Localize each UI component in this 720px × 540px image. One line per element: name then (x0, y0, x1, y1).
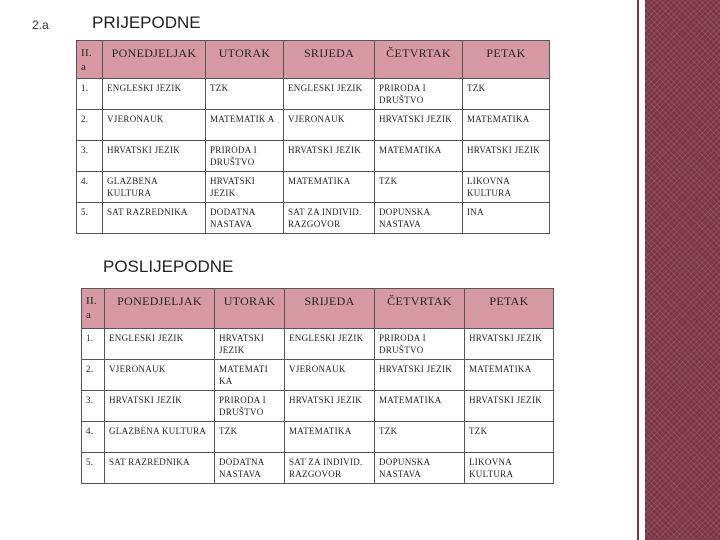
header-cell-class: II. a (82, 289, 105, 329)
table-row (77, 79, 550, 110)
afternoon-schedule-table (81, 288, 554, 484)
morning-heading: PRIJEPODNE (92, 13, 201, 32)
table-row (82, 360, 554, 391)
period-number: 4. (77, 172, 103, 203)
period-number: 2. (82, 360, 105, 391)
table-cell: MATEMATIKA (375, 391, 465, 422)
table-cell: HRVATSKI JEZIK (284, 141, 375, 172)
table-cell: MATEMATI KA (215, 360, 285, 391)
period-number: 1. (82, 329, 105, 360)
table-cell: HRVATSKI JEZIK (206, 172, 284, 203)
period-number: 5. (82, 453, 105, 484)
table-cell: HRVATSKI JEZIK (465, 391, 554, 422)
table-cell: SAT RAZREDNIKA (103, 203, 206, 234)
table-cell: PRIRODA I DRUŠTVO (375, 329, 465, 360)
table-cell: GLAZBENA KULTURA (103, 172, 206, 203)
period-number: 5. (77, 203, 103, 234)
table-cell: VJERONAUK (284, 110, 375, 141)
table-cell: PRIRODA I DRUŠTVO (206, 141, 284, 172)
table-row (82, 453, 554, 484)
table-cell: VJERONAUK (285, 360, 375, 391)
header-cell-wednesday: SRIJEDA (285, 289, 375, 329)
table-cell: TZK (375, 172, 463, 203)
table-cell: ENGLESKI JEZIK (105, 329, 215, 360)
table-cell: HRVATSKI JEZIK (105, 391, 215, 422)
table-cell: SAT ZA INDIVID. RAZGOVOR (284, 203, 375, 234)
header-cell-thursday: ČETVRTAK (375, 41, 463, 79)
table-cell: SAT RAZREDNIKA (105, 453, 215, 484)
header-cell-friday: PETAK (465, 289, 554, 329)
table-cell: HRVATSKI JEZIK (375, 360, 465, 391)
table-cell: MATEMATIK A (206, 110, 284, 141)
table-cell: MATEMATIKA (463, 110, 550, 141)
header-cell-monday: PONEDJELJAK (105, 289, 215, 329)
table-row (77, 203, 550, 234)
period-number: 3. (82, 391, 105, 422)
table-header-row (82, 289, 554, 329)
table-cell: TZK (463, 79, 550, 110)
table-cell: HRVATSKI JEZIK (463, 141, 550, 172)
table-row (77, 110, 550, 141)
table-cell: LIKOVNA KULTURA (463, 172, 550, 203)
table-header-row (77, 41, 550, 79)
table-cell: MATEMATIKA (284, 172, 375, 203)
side-divider-line (637, 0, 639, 540)
header-cell-friday: PETAK (463, 41, 550, 79)
header-cell-thursday: ČETVRTAK (375, 289, 465, 329)
class-label: 2.a (32, 18, 49, 32)
table-row (77, 141, 550, 172)
table-cell: PRIRODA I DRUŠTVO (375, 79, 463, 110)
afternoon-heading: POSLIJEPODNE (103, 257, 234, 276)
period-number: 2. (77, 110, 103, 141)
table-cell: ENGLESKI JEZIK (285, 329, 375, 360)
table-cell: DODATNA NASTAVA (215, 453, 285, 484)
period-number: 4. (82, 422, 105, 453)
decorative-side-panel (645, 0, 720, 540)
table-cell: TZK (375, 422, 465, 453)
table-cell: DODATNA NASTAVA (206, 203, 284, 234)
table-cell: INA (463, 203, 550, 234)
header-cell-class: II. a (77, 41, 103, 79)
table-cell: GLAZBENA KULTURA (105, 422, 215, 453)
table-cell: MATEMATIKA (465, 360, 554, 391)
table-cell: TZK (465, 422, 554, 453)
table-cell: DOPUNSKA NASTAVA (375, 203, 463, 234)
header-cell-tuesday: UTORAK (206, 41, 284, 79)
table-cell: HRVATSKI JEZIK (103, 141, 206, 172)
table-row (82, 422, 554, 453)
period-number: 3. (77, 141, 103, 172)
morning-schedule-table (76, 40, 550, 234)
table-cell: HRVATSKI JEZIK (285, 391, 375, 422)
table-cell: TZK (215, 422, 285, 453)
table-cell: SAT ZA INDIVID. RAZGOVOR (285, 453, 375, 484)
header-cell-monday: PONEDJELJAK (103, 41, 206, 79)
table-cell: ENGLESKI JEZIK (284, 79, 375, 110)
table-cell: ENGLESKI JEZIK (103, 79, 206, 110)
header-cell-wednesday: SRIJEDA (284, 41, 375, 79)
table-cell: HRVATSKI JEZIK (375, 110, 463, 141)
table-cell: VJERONAUK (105, 360, 215, 391)
table-cell: HRVATSKI JEZIK (215, 329, 285, 360)
table-cell: MATEMATIKA (375, 141, 463, 172)
table-cell: PRIRODA I DRUŠTVO (215, 391, 285, 422)
table-row (82, 329, 554, 360)
table-row (77, 172, 550, 203)
table-cell: MATEMATIKA (285, 422, 375, 453)
table-cell: DOPUNSKA NASTAVA (375, 453, 465, 484)
table-cell: HRVATSKI JEZIK (465, 329, 554, 360)
table-cell: VJERONAUK (103, 110, 206, 141)
table-cell: TZK (206, 79, 284, 110)
period-number: 1. (77, 79, 103, 110)
table-row (82, 391, 554, 422)
table-cell: LIKOVNA KULTURA (465, 453, 554, 484)
header-cell-tuesday: UTORAK (215, 289, 285, 329)
